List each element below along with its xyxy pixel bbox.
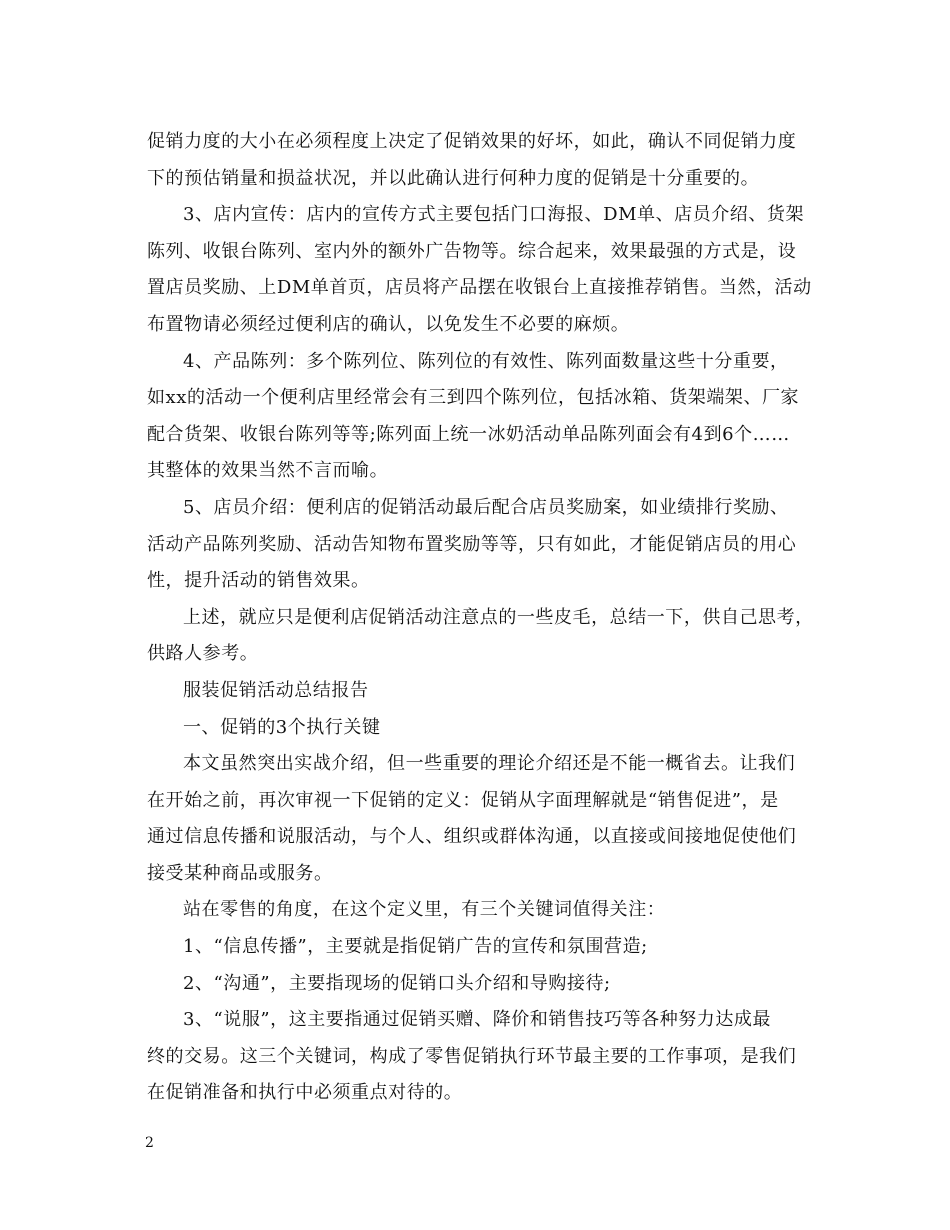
text-line: 在开始之前，再次审视一下促销的定义：促销从字面理解就是“销售促进”，是 xyxy=(147,789,779,811)
text-line: 下的预估销量和损益状况，并以此确认进行何种力度的促销是十分重要的。 xyxy=(147,167,760,189)
text-line: 服装促销活动总结报告 xyxy=(183,679,369,701)
text-line: 布置物请必须经过便利店的确认，以免发生不必要的麻烦。 xyxy=(147,313,630,335)
text-line: 4、产品陈列：多个陈列位、陈列位的有效性、陈列面数量这些十分重要， xyxy=(183,350,789,372)
text-line: 在促销准备和执行中必须重点对待的。 xyxy=(147,1082,463,1104)
text-line: 1、“信息传播”，主要就是指促销广告的宣传和氛围营造; xyxy=(183,936,648,958)
text-line: 通过信息传播和说服活动，与个人、组织或群体沟通，以直接或间接地促使他们 xyxy=(147,826,797,848)
text-line: 站在零售的角度，在这个定义里，有三个关键词值得关注： xyxy=(183,899,666,921)
text-line: 其整体的效果当然不言而喻。 xyxy=(147,460,389,482)
text-line: 陈列、收银台陈列、室内外的额外广告物等。综合起来，效果最强的方式是，设 xyxy=(147,240,797,262)
text-line: 接受某种商品或服务。 xyxy=(147,862,333,884)
text-line: 2、“沟通”，主要指现场的促销口头介绍和导购接待; xyxy=(183,972,611,994)
text-line: 如xx的活动一个便利店里经常会有三到四个陈列位，包括冰箱、货架端架、厂家 xyxy=(147,387,800,409)
text-line: 上述，就应只是便利店促销活动注意点的一些皮毛，总结一下，供自己思考， xyxy=(183,606,814,628)
text-line: 本文虽然突出实战介绍，但一些重要的理论介绍还是不能一概省去。让我们 xyxy=(183,753,796,775)
text-line: 5、店员介绍：便利店的促销活动最后配合店员奖励案，如业绩排行奖励、 xyxy=(183,496,789,518)
text-line: 一、促销的3个执行关键 xyxy=(183,716,381,738)
body-text xyxy=(147,124,814,1112)
text-line: 置店员奖励、上DM单首页，店员将产品摆在收银台上直接推荐销售。当然，活动 xyxy=(147,277,812,299)
text-line: 活动产品陈列奖励、活动告知物布置奖励等等，只有如此，才能促销店员的用心 xyxy=(147,533,797,555)
text-line: 供路人参考。 xyxy=(147,643,259,665)
text-line: 性，提升活动的销售效果。 xyxy=(147,570,370,592)
text-line: 终的交易。这三个关键词，构成了零售促销执行环节最主要的工作事项，是我们 xyxy=(147,1045,797,1067)
text-line: 3、店内宣传：店内的宣传方式主要包括门口海报、DM单、店员介绍、货架 xyxy=(183,204,805,226)
text-line: 配合货架、收银台陈列等等;陈列面上统一冰奶活动单品陈列面会有4到6个…… xyxy=(147,423,790,445)
text-line: 3、“说服”，这主要指通过促销买赠、降价和销售技巧等各种努力达成最 xyxy=(183,1009,772,1031)
text-line: 促销力度的大小在必须程度上决定了促销效果的好坏，如此，确认不同促销力度 xyxy=(147,131,797,152)
page-number: 2 xyxy=(145,1135,154,1151)
